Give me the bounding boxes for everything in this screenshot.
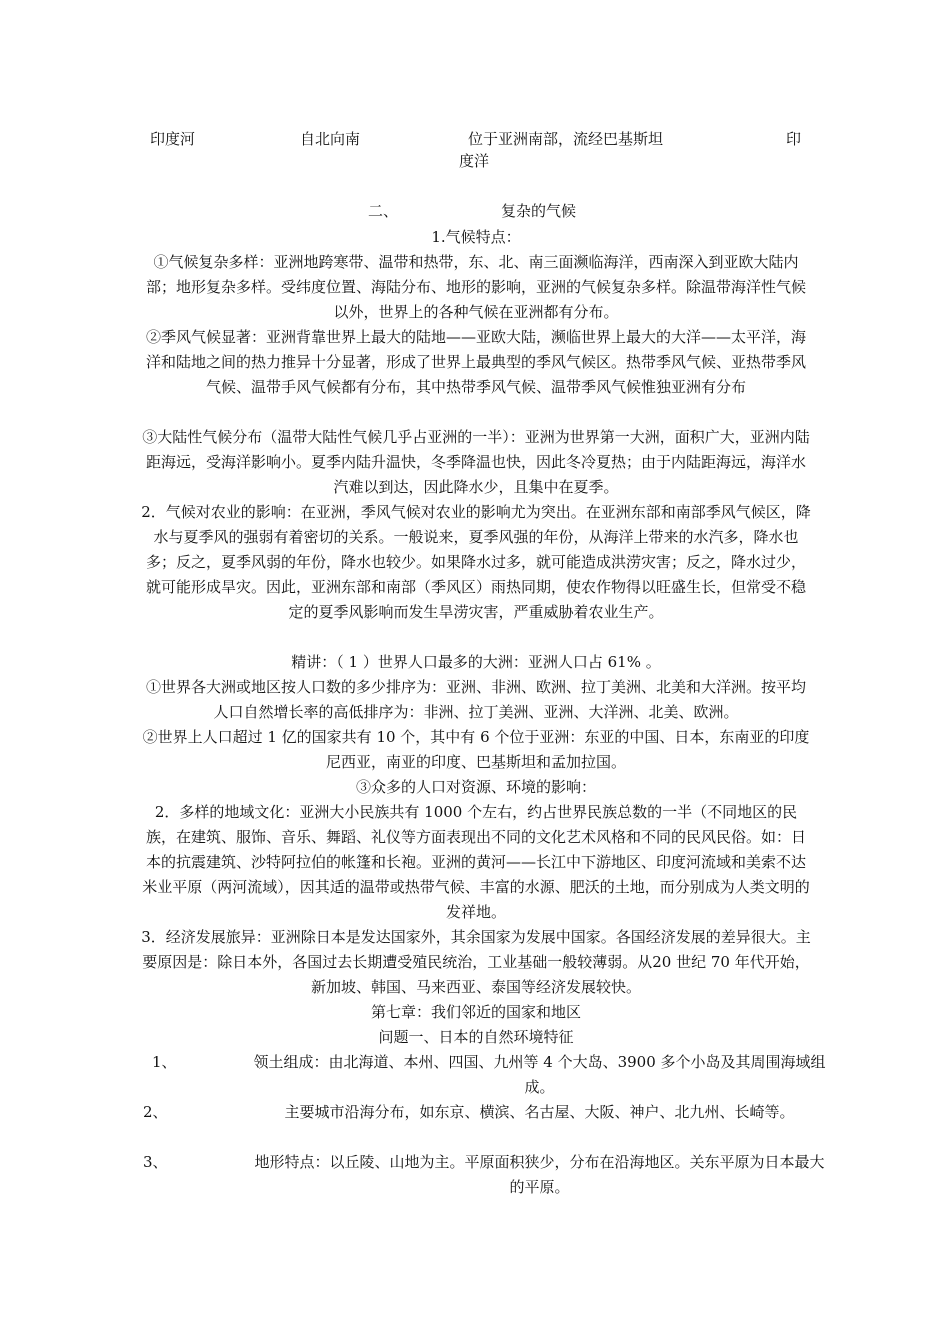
paragraph-economy: 3．经济发展旅异：亚洲除日本是发达国家外，其余国家为发展中国家。各国经济发展的差异很大。主要原因是：除日本外，各国过去长期遭受殖民统治，工业基础一般较薄弱。从20 世纪 70 年代开始，新加坡、韩国、马来西亚、泰国等经济发展较快。 xyxy=(141,928,811,996)
section-title: 复杂的气候 xyxy=(501,202,577,220)
river-description: 位于亚洲南部，流经巴基斯坦 xyxy=(468,130,664,148)
river-outlet-part2: 度洋 xyxy=(459,152,490,170)
paragraph-regional-culture: 2．多样的地域文化：亚洲大小民族共有 1000 个左右，约占世界民族总数的一半（不同地区的民族，在建筑、服饰、音乐、舞蹈、礼仪等方面表现出不同的文化艺术风格和不同的民风民俗。如：日本的抗震建筑、沙特阿拉伯的帐篷和长袍。亚洲的黄河——长江中下游地区、印度河流域和美索不达米业平原（两河流域），因其适的温带或热带气候、丰富的水源、肥沃的土地，而分别成为人类文明的发祥地。 xyxy=(142,803,810,921)
jingjiang-heading: 精讲：（ 1 ）世界人口最多的大洲：亚洲人口占 61% 。 xyxy=(291,653,661,671)
japan-item-text: 领土组成：由北海道、本州、四国、九州等 4 个大岛、3900 多个小岛及其周围海域组成。 xyxy=(253,1053,826,1096)
river-direction: 自北向南 xyxy=(300,130,361,148)
paragraph-continental-climate: ③大陆性气候分布（温带大陆性气候几乎占亚洲的一半）：亚洲为世界第一大洲，面积广大，亚洲内陆距海远，受海洋影响小。夏季内陆升温快，冬季降温也快，因此冬冷夏热；由于内陆距海远，海洋水汽难以到达，因此降水少，且集中在夏季。 xyxy=(142,428,810,496)
paragraph-agriculture: 2．气候对农业的影响：在亚洲，季风气候对农业的影响尤为突出。在亚洲东部和南部季风气候区，降水与夏季风的强弱有着密切的关系。一般说来，夏季风强的年份，从海洋上带来的水汽多，降水也多；反之，夏季风弱的年份，降水也较少。如果降水过多，就可能造成洪涝灾害；反之，降水过少，就可能形成旱灾。因此，亚洲东部和南部（季风区）雨热同期，使农作物得以旺盛生长，但常受不稳定的夏季风影响而发生旱涝灾害，严重威胁着农业生产。 xyxy=(141,503,811,621)
river-table-row xyxy=(0,128,950,172)
climate-features-heading: 1.气候特点： xyxy=(431,228,521,246)
paragraph-monsoon-climate: ②季风气候显著：亚洲背靠世界上最大的陆地——亚欧大陆，濒临世界上最大的大洋——太平洋，海洋和陆地之间的热力推异十分显著，形成了世界上最典型的季风气候区。热带季风气候、亚热带季风气候、温带手风气候都有分布，其中热带季风气候、温带季风气候惟独亚洲有分布 xyxy=(145,328,806,396)
paragraph-diverse-climate: ①气候复杂多样：亚洲地跨寒带、温带和热带，东、北、南三面濒临海洋，西南深入到亚欧大陆内部；地形复杂多样。受纬度位置、海陆分布、地形的影响，亚洲的气候复杂多样。除温带海洋性气候以外，世界上的各种气候在亚洲都有分布。 xyxy=(145,253,806,321)
river-outlet-part1: 印 xyxy=(786,130,802,148)
paragraph-population-rank: ①世界各大洲或地区按人口数的多少排序为：亚洲、非洲、欧洲、拉丁美洲、北美和大洋洲。按平均人口自然增长率的高低排序为：非洲、拉丁美洲、亚洲、大洋洲、北美、欧洲。 xyxy=(145,678,806,721)
japan-item-text: 地形特点：以丘陵、山地为主。平原面积狭少，分布在沿海地区。关东平原为日本最大的平原。 xyxy=(254,1153,825,1196)
japan-item-number: 2、 xyxy=(143,1103,168,1121)
paragraph-population-impact: ③众多的人口对资源、环境的影响： xyxy=(355,778,596,796)
chapter-title: 第七章：我们邻近的国家和地区 xyxy=(370,1003,581,1021)
section-number: 二、 xyxy=(368,202,399,220)
question-heading: 问题一、日本的自然环境特征 xyxy=(378,1028,574,1046)
japan-item-number: 3、 xyxy=(143,1153,168,1171)
japan-item-text: 主要城市沿海分布，如东京、横滨、名古屋、大阪、神户、北九州、长崎等。 xyxy=(284,1103,795,1121)
japan-item-number: 1、 xyxy=(152,1053,177,1071)
paragraph-countries-over-100m: ②世界上人口超过 1 亿的国家共有 10 个，其中有 6 个位于亚洲：东亚的中国、日本，东南亚的印度尼西亚，南亚的印度、巴基斯坦和孟加拉国。 xyxy=(142,728,810,771)
river-name: 印度河 xyxy=(150,130,196,148)
